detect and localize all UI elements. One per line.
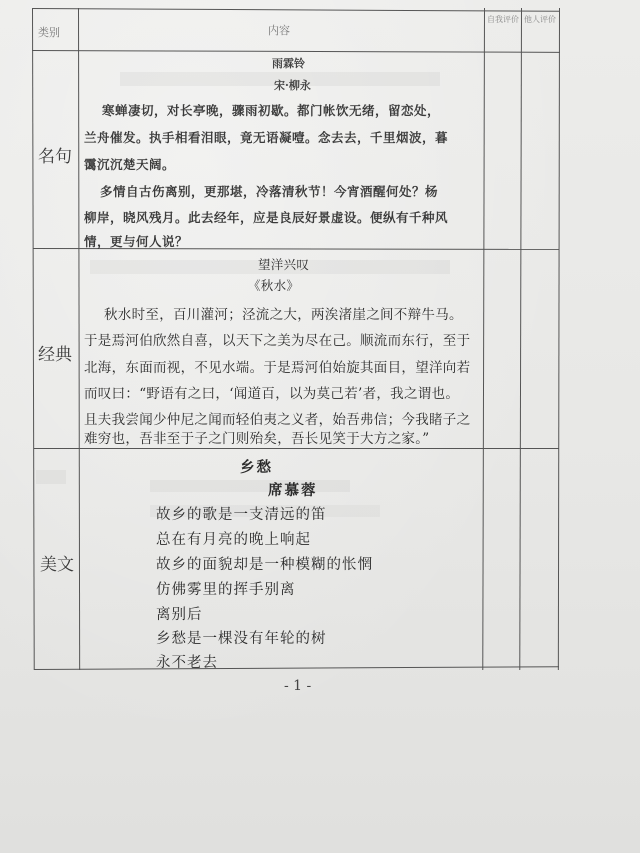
beautiful-line-1: 故乡的歌是一支清远的笛: [156, 507, 327, 523]
classic-title: 望洋兴叹: [258, 257, 310, 272]
classic-line-1: 秋水时至，百川灌河；泾流之大，两涘渚崖之间不辩牛马。: [104, 307, 463, 323]
famous-line-6: 情，更与何人说？: [84, 234, 189, 249]
table-header-divider: [32, 50, 560, 53]
header-teacher-eval: 他人评价: [524, 15, 556, 24]
beautiful-line-3: 故乡的面貌却是一种模糊的怅惘: [156, 557, 373, 573]
table-border-left: [32, 8, 35, 670]
beautiful-line-2: 总在有月亮的晚上响起: [156, 532, 311, 548]
table-col-divider-self: [519, 8, 522, 670]
famous-line-4: 多情自古伤离别，更那堪，冷落清秋节！今宵酒醒何处？杨: [100, 184, 439, 199]
beautiful-line-4: 仿佛雾里的挥手别离: [156, 582, 296, 598]
famous-line-2: 兰舟催发。执手相看泪眼，竟无语凝噎。念去去，千里烟波，暮: [84, 130, 449, 145]
header-content: 内容: [268, 24, 290, 37]
table-col-divider-content: [482, 8, 485, 670]
bleed-through-shadow: [150, 480, 350, 492]
table-col-divider-category: [78, 8, 80, 670]
classic-line-4: 而叹曰：“野语有之曰，‘闻道百，以为莫己若’者，我之谓也。: [84, 386, 460, 402]
famous-line-3: 霭沉沉楚天阔。: [84, 157, 176, 172]
bleed-through-shadow: [36, 470, 66, 484]
famous-title: 雨霖铃: [272, 57, 305, 70]
classic-source: 《秋水》: [248, 278, 300, 293]
table-border-top: [32, 8, 560, 12]
bleed-through-shadow: [120, 72, 440, 86]
table-border-right: [558, 8, 560, 670]
header-category: 类别: [38, 26, 60, 39]
famous-line-5: 柳岸，晓风残月。此去经年，应是良辰好景虚设。便纵有千种风: [84, 210, 449, 225]
famous-author: 宋·柳永: [274, 79, 311, 92]
beautiful-line-7: 永不老去: [156, 655, 218, 671]
header-self-eval: 自我评价: [487, 15, 519, 24]
category-classics: 经典: [38, 345, 72, 365]
classic-line-3: 北海，东面而视，不见水端。于是焉河伯始旋其面目，望洋向若: [84, 360, 471, 376]
beautiful-author: 席慕蓉: [268, 482, 318, 499]
bleed-through-shadow: [90, 260, 450, 274]
beautiful-title: 乡愁: [240, 459, 273, 476]
table-row-divider-2: [34, 448, 559, 449]
table-border-bottom: [34, 666, 559, 670]
category-beautiful-prose: 美文: [40, 555, 74, 575]
classic-line-2: 于是焉河伯欣然自喜，以天下之美为尽在己。顺流而东行，至于: [84, 333, 471, 349]
page-number: - 1 -: [284, 678, 312, 694]
famous-line-1: 寒蝉凄切，对长亭晚，骤雨初歇。都门帐饮无绪，留恋处，: [102, 103, 441, 118]
classic-line-5: 且夫我尝闻少仲尼之闻而轻伯夷之义者，始吾弗信；今我睹子之: [84, 412, 471, 428]
beautiful-line-6: 乡愁是一棵没有年轮的树: [156, 631, 327, 647]
category-famous-quotes: 名句: [38, 147, 72, 167]
beautiful-line-5: 离别后: [156, 607, 203, 623]
classic-line-6: 难穷也，吾非至于子之门则殆矣，吾长见笑于大方之家。”: [84, 431, 430, 447]
